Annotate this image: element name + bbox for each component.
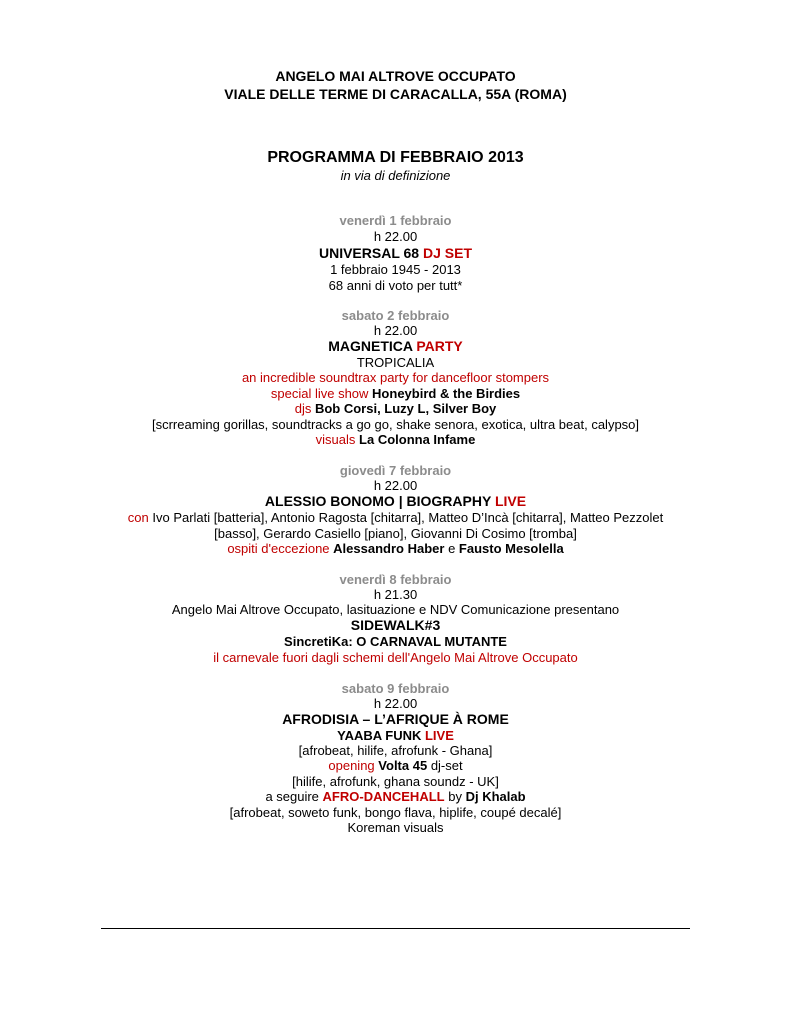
event-line: an incredible soundtrax party for dancefloor stompers [241, 370, 550, 385]
opening-suffix: dj-set [430, 758, 463, 773]
event-name: MAGNETICA [328, 338, 413, 354]
event-date: giovedì 7 febbraio [339, 463, 452, 478]
djs-label: djs [294, 401, 312, 416]
event-tag: LIVE [494, 493, 527, 509]
event-time: h 22.00 [373, 696, 418, 711]
event-title [0, 245, 791, 262]
opening-label: opening [328, 758, 375, 773]
footer-divider [101, 928, 690, 929]
event-time: h 21.30 [373, 587, 418, 602]
guests-line [0, 541, 791, 556]
event-line: 1 febbraio 1945 - 2013 [330, 262, 461, 277]
event-time: h 22.00 [373, 323, 418, 338]
guest-name: Alessandro Haber [333, 541, 445, 556]
djs-line [0, 401, 791, 416]
opening-line [0, 758, 791, 773]
event-date: venerdì 1 febbraio [339, 213, 452, 228]
act-genres: [afrobeat, hilife, afrofunk - Ghana] [298, 743, 493, 758]
act-tag: LIVE [424, 728, 454, 743]
follow-by: by [448, 789, 462, 804]
event-name: ALESSIO BONOMO | BIOGRAPHY [264, 493, 492, 509]
visuals-line: Koreman visuals [347, 820, 444, 835]
visuals-label: visuals [315, 432, 356, 447]
live-label: special live show [270, 386, 369, 401]
event-tag: PARTY [416, 338, 463, 354]
event-name: AFRODISIA – L’AFRIQUE À ROME [282, 711, 509, 727]
band-line [0, 510, 791, 525]
act-line [0, 728, 791, 743]
event-date: venerdì 8 febbraio [339, 572, 452, 587]
event-time: h 22.00 [373, 229, 418, 244]
page-title: PROGRAMMA DI FEBBRAIO 2013 [267, 149, 524, 166]
guest-name: Fausto Mesolella [458, 541, 564, 556]
event-name: SIDEWALK#3 [350, 617, 441, 633]
visuals-line [0, 432, 791, 447]
follow-prefix: a seguire [265, 789, 319, 804]
event-name: UNIVERSAL 68 [318, 245, 420, 261]
opening-genres: [hilife, afrofunk, ghana soundz - UK] [292, 774, 499, 789]
band-line: [basso], Gerardo Casiello [piano], Giovanni Di Cosimo [tromba] [214, 526, 577, 541]
event-title [0, 338, 791, 355]
guests-label: ospiti d'eccezione [227, 541, 330, 556]
opening-act: Volta 45 [378, 758, 428, 773]
event-subtitle: SincretiKa: O CARNAVAL MUTANTE [284, 634, 507, 649]
guests-and: e [448, 541, 456, 556]
follow-genres: [afrobeat, soweto funk, bongo flava, hiplife, coupé decalé] [229, 805, 562, 820]
event-line: TROPICALIA [356, 355, 435, 370]
presenters-line: Angelo Mai Altrove Occupato, lasituazione e NDV Comunicazione presentano [171, 602, 620, 617]
event-line: 68 anni di voto per tutt* [328, 278, 463, 293]
djs-names: Bob Corsi, Luzy L, Silver Boy [314, 401, 497, 416]
band-members: Ivo Parlati [batteria], Antonio Ragosta [chitarra], Matteo D’Incà [chitarra], Matteo Pezzolet [152, 510, 664, 525]
event-date: sabato 2 febbraio [341, 308, 450, 323]
visuals-name: La Colonna Infame [359, 432, 476, 447]
event-date: sabato 9 febbraio [341, 681, 450, 696]
follow-act: AFRO-DANCEHALL [322, 789, 445, 804]
page-subtitle: in via di definizione [340, 168, 451, 183]
event-time: h 22.00 [373, 478, 418, 493]
venue-name: ANGELO MAI ALTROVE OCCUPATO [275, 68, 516, 84]
event-title [0, 493, 791, 510]
live-show-line [0, 386, 791, 401]
live-act: Honeybird & the Birdies [372, 386, 521, 401]
follow-line [0, 789, 791, 804]
genres-line: [scrreaming gorillas, soundtracks a go go, shake senora, exotica, ultra beat, calypso] [151, 417, 640, 432]
act-name: YAABA FUNK [337, 728, 422, 743]
follow-dj: Dj Khalab [465, 789, 526, 804]
venue-address: VIALE DELLE TERME DI CARACALLA, 55A (ROMA) [224, 86, 567, 102]
event-tag: DJ SET [422, 245, 472, 261]
event-note: il carnevale fuori dagli schemi dell'Angelo Mai Altrove Occupato [213, 650, 578, 665]
con-label: con [127, 510, 149, 525]
